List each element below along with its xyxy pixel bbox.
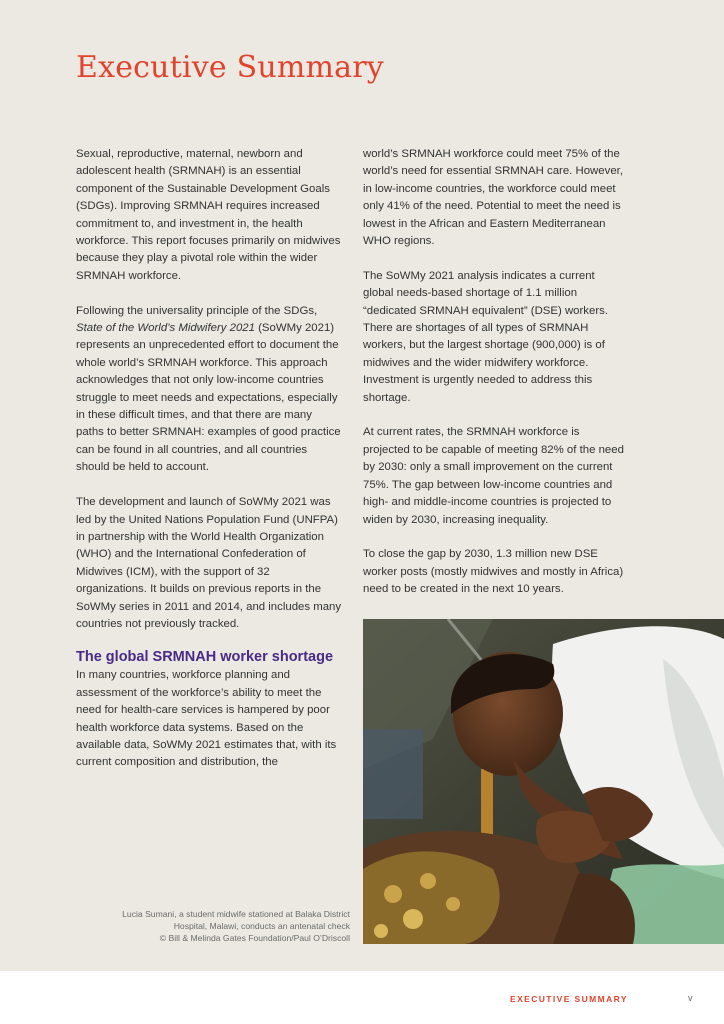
right-column [363,146,625,616]
section-subheading: The global SRMNAH worker shortage [76,649,334,666]
paragraph-shortage: The SoWMy 2021 analysis indicates a current global needs-based shortage of 1.1 million “dedicated SRMNAH equivalent” (DSE) workers. There are shortages of all types of SRMNAH workers, but the largest shortage (900,000) is of midwives and the wider midwifery workforce. Investment is urgently needed to address this shortage. [363,269,608,404]
footer-section-label: EXECUTIVE SUMMARY [510,994,628,1004]
photo-caption [70,908,350,945]
paragraph-development: The development and launch of SoWMy 2021 was led by the United Nations Population Fund (UNFPA) in partnership with the World Health Organization (WHO) and the International Confederation of Midwives (ICM), with the support of 32 organizations. It builds on previous reports in the SoWMy series in 2011 and 2014, and includes many countries not previously tracked. [76,496,342,630]
paragraph-projection: At current rates, the SRMNAH workforce is projected to be capable of meeting 82% of the need by 2030: only a small improvement on the current 75%. The gap between low-income countries and high- and middle-income countries is projected to widen by 2030, increasing inequality. [363,426,624,526]
paragraph-close-gap: To close the gap by 2030, 1.3 million new DSE worker posts (mostly midwives and mostly in Africa) need to be created in the next 10 years. [363,548,624,596]
page-title: Executive Summary [76,50,384,85]
paragraph-workforce-planning: In many countries, workforce planning and assessment of the workforce’s ability to meet the need for health-care services is hampered by poor health workforce data systems. Based on the available data, SoWMy 2021 estimates that, with its current composition and distribution, the [76,669,337,769]
page-number: v [688,993,693,1003]
caption-line: Lucia Sumani, a student midwife stationed at Balaka District [122,909,350,919]
left-column [76,146,342,789]
paragraph-universality: Following the universality principle of the SDGs, State of the World’s Midwifery 2021 (SoWMy 2021) represents an unprecedented effort to document the whole world’s SRMNAH workforce. This approach acknowledges that not only low-income countries struggle to meet needs and expectations, especially in these difficult times, and that there are many paths to better SRMNAH: examples of good practice can be found in all countries, and all countries should be held to account. [76,304,341,474]
report-title-italic: State of the World’s Midwifery 2021 [76,322,255,335]
caption-line: Hospital, Malawi, conducts an antenatal check [173,921,350,932]
paragraph-srmnah-intro: Sexual, reproductive, maternal, newborn and adolescent health (SRMNAH) is an essential component of the Sustainable Development Goals (SDGs). Improving SRMNAH requires increased commitment to, and investment in, the health workforce. This report focuses primarily on midwives because they play a pivotal role within the wider SRMNAH workforce. [76,148,341,282]
paragraph-need-coverage: world’s SRMNAH workforce could meet 75% of the world’s need for essential SRMNAH care. However, in low-income countries, the workforce could meet only 41% of the need. Potential to meet the need is lowest in the African and Eastern Mediterranean WHO regions. [363,148,623,248]
photo-credit: © Bill & Melinda Gates Foundation/Paul O’Driscoll [159,933,350,944]
midwife-photo [363,619,724,944]
